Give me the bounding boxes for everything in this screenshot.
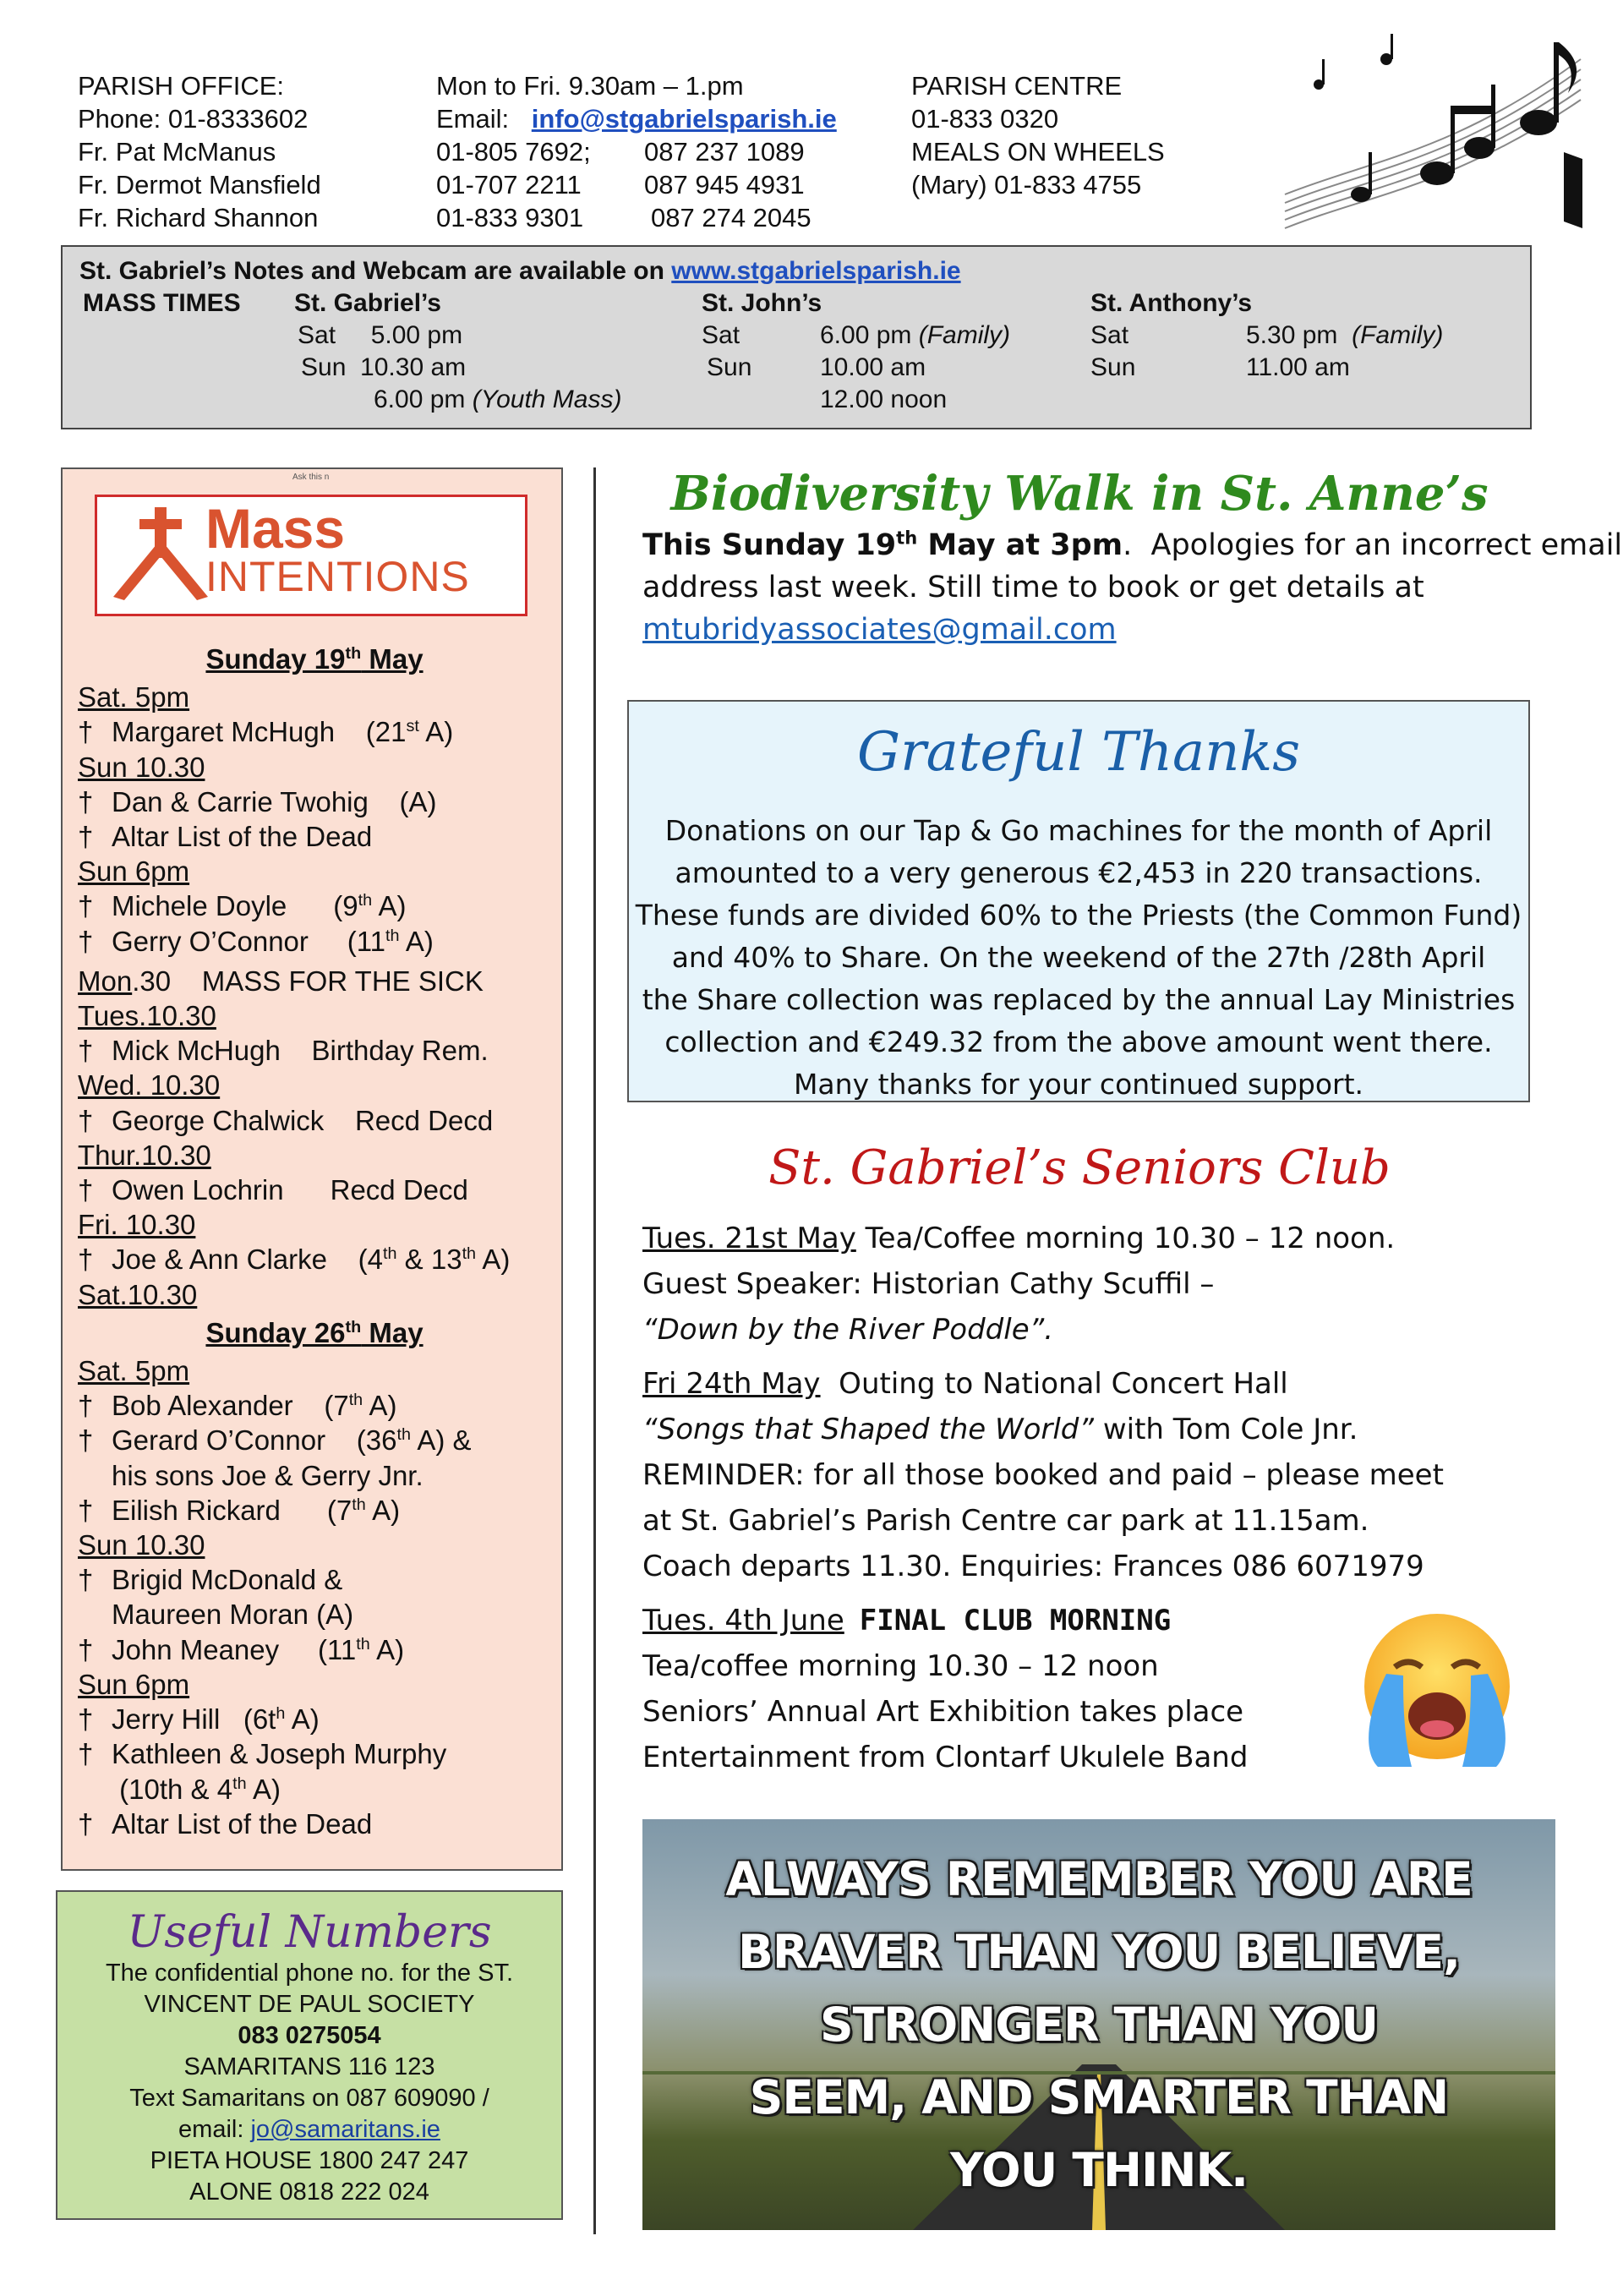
intention-item bbox=[78, 819, 551, 854]
cross-icon: † bbox=[78, 1390, 94, 1422]
seniors-date: Tues. 21st May bbox=[642, 1222, 856, 1255]
intention-suffix: A) bbox=[399, 925, 434, 957]
thanks-line: collection and €249.32 from the above amount went there. bbox=[664, 1025, 1493, 1058]
seniors-item-2 bbox=[642, 1361, 1444, 1407]
intention-continuation: his sons Joe & Gerry Jnr. bbox=[112, 1459, 424, 1491]
svp-phone: 083 0275054 bbox=[238, 2022, 381, 2049]
parish-centre-label: PARISH CENTRE bbox=[911, 71, 1123, 101]
service-time: Fri. 10.30 bbox=[78, 1209, 196, 1241]
biodiversity-email-link[interactable]: mtubridyassociates@gmail.com bbox=[642, 613, 1117, 647]
office-phone: Phone: 01-8333602 bbox=[78, 104, 309, 134]
priest-mobile: 087 274 2045 bbox=[651, 203, 812, 232]
service-time: Wed. 10.30 bbox=[78, 1069, 221, 1102]
quote-line: BRAVER THAN YOU BELIEVE, bbox=[737, 1925, 1461, 1979]
intention-name: George Chalwick Recd Decd bbox=[112, 1104, 494, 1136]
youth-mass-note: (Youth Mass) bbox=[472, 385, 622, 413]
service-time: Sun 6pm bbox=[78, 1668, 190, 1700]
biodiversity-time: May at 3pm bbox=[917, 528, 1123, 562]
intention-item bbox=[78, 1388, 551, 1423]
cross-icon: † bbox=[78, 785, 94, 817]
intention-name: Brigid McDonald & bbox=[112, 1564, 343, 1596]
samaritans-text: Text Samaritans on 087 609090 / bbox=[129, 2085, 489, 2112]
quote-text bbox=[642, 1843, 1555, 2206]
intention-item bbox=[78, 924, 551, 959]
parish-centre-block bbox=[911, 69, 1165, 201]
st-gabriels-youth-mass bbox=[374, 385, 621, 414]
intention-item bbox=[78, 1632, 551, 1667]
ordinal-suffix: st bbox=[406, 717, 419, 736]
seniors-text: at St. Gabriel’s Parish Centre car park at 11.15am. bbox=[642, 1504, 1369, 1538]
seniors-text: Seniors’ Annual Art Exhibition takes place bbox=[642, 1695, 1244, 1729]
seniors-text: Tea/coffee morning 10.30 – 12 noon bbox=[642, 1649, 1159, 1683]
cross-icon: † bbox=[78, 821, 94, 853]
intention-suffix: A) bbox=[369, 1633, 405, 1665]
intention-suffix: A) bbox=[363, 1390, 397, 1422]
st-johns-sun-day: Sun bbox=[707, 353, 752, 381]
cross-icon: † bbox=[78, 1174, 94, 1206]
samaritans-email-link[interactable]: jo@samaritans.ie bbox=[250, 2116, 440, 2143]
tiny-note: Ask this n bbox=[292, 473, 330, 482]
intention-name: Altar List of the Dead bbox=[112, 821, 373, 853]
seniors-club-body bbox=[642, 1216, 1444, 1780]
st-johns-noon-time: 12.00 noon bbox=[820, 385, 948, 413]
intention-name: Michele Doyle (9 bbox=[112, 890, 358, 922]
cross-icon: † bbox=[78, 1494, 94, 1526]
seniors-text: Tea/Coffee morning 10.30 – 12 noon. bbox=[855, 1222, 1396, 1255]
intention-suffix: A) bbox=[365, 1494, 401, 1526]
intention-name: John Meaney (11 bbox=[112, 1633, 357, 1665]
email-label: email: bbox=[178, 2116, 251, 2143]
priest-mobile: 087 945 4931 bbox=[644, 170, 805, 200]
priest-mobile: 087 237 1089 bbox=[644, 137, 805, 167]
thanks-line: and 40% to Share. On the weekend of the 27th /28th April bbox=[671, 941, 1486, 974]
parish-office-contacts bbox=[78, 69, 321, 234]
st-gabriels-sun: Sun 10.30 am bbox=[301, 353, 467, 381]
music-notes-icon bbox=[1268, 25, 1589, 237]
samaritans-email-row bbox=[57, 2114, 561, 2146]
office-email-row bbox=[436, 102, 837, 135]
mass-intentions-panel bbox=[61, 467, 563, 1871]
parish-website-link[interactable]: www.stgabrielsparish.ie bbox=[671, 257, 961, 285]
cross-icon: † bbox=[78, 1424, 94, 1457]
seniors-date: Fri 24th May bbox=[642, 1367, 821, 1401]
st-anthonys-sat-time bbox=[1246, 321, 1443, 350]
biodiversity-apology: . Apologies for an incorrect email bbox=[1123, 528, 1623, 562]
st-johns-heading: St. John’s bbox=[702, 289, 822, 317]
sunday-19-heading bbox=[78, 642, 551, 676]
grateful-thanks-body bbox=[629, 810, 1528, 1106]
intention-name: Gerry O’Connor (11 bbox=[112, 925, 385, 957]
mass-times-box bbox=[61, 245, 1532, 429]
intention-name: Altar List of the Dead bbox=[112, 1807, 373, 1840]
grateful-thanks-box bbox=[627, 700, 1530, 1102]
biodiversity-date-text: This Sunday 19 bbox=[642, 528, 897, 562]
meals-on-wheels-label: MEALS ON WHEELS bbox=[911, 137, 1165, 167]
ordinal-suffix: th bbox=[396, 1425, 411, 1445]
quote-line: ALWAYS REMEMBER YOU ARE bbox=[725, 1852, 1473, 1906]
final-club-morning: FINAL CLUB MORNING bbox=[859, 1604, 1172, 1637]
webcam-notice bbox=[79, 257, 961, 286]
cross-icon: † bbox=[78, 1807, 94, 1840]
service-time: Thur.10.30 bbox=[78, 1139, 211, 1171]
service-time: Sun 10.30 bbox=[78, 751, 205, 783]
st-johns-sat-day: Sat bbox=[702, 321, 740, 349]
seniors-concert-title: “Songs that Shaped the World” bbox=[642, 1413, 1095, 1446]
intention-name: Jerry Hill (6t bbox=[112, 1703, 276, 1736]
intention-item bbox=[78, 1173, 551, 1207]
intention-suffix: A) bbox=[285, 1703, 320, 1736]
ordinal-suffix: h bbox=[276, 1704, 286, 1724]
parish-centre-phone: 01-833 0320 bbox=[911, 104, 1059, 134]
sunday-26-heading bbox=[78, 1315, 551, 1350]
intention-suffix: A) bbox=[246, 1773, 281, 1805]
service-day: Mon bbox=[78, 965, 133, 997]
sunday-19-text: Sunday 19 bbox=[205, 643, 346, 675]
st-anthonys-sun-day: Sun bbox=[1090, 353, 1136, 381]
st-gabriels-sat: Sat 5.00 pm bbox=[298, 321, 463, 349]
intentions-list bbox=[78, 638, 551, 1841]
alone-phone: ALONE 0818 222 024 bbox=[189, 2178, 429, 2206]
samaritans-phone: SAMARITANS 116 123 bbox=[183, 2053, 435, 2080]
logo-intentions-text: INTENTIONS bbox=[205, 553, 470, 600]
ordinal-suffix: th bbox=[352, 1495, 366, 1514]
intention-item bbox=[78, 1807, 551, 1841]
st-anthonys-sun-time: 11.00 am bbox=[1246, 353, 1350, 381]
seniors-text: Outing to National Concert Hall bbox=[820, 1367, 1288, 1401]
mobile-numbers bbox=[644, 135, 812, 234]
biodiversity-title: Biodiversity Walk in St. Anne’s bbox=[670, 466, 1489, 522]
ordinal-suffix: th bbox=[356, 1634, 370, 1654]
thanks-line: These funds are divided 60% to the Priests (the Common Fund) bbox=[635, 899, 1522, 932]
inspirational-quote-image bbox=[642, 1819, 1555, 2230]
cross-icon: † bbox=[78, 1035, 94, 1067]
intention-name: Margaret McHugh (21 bbox=[112, 716, 407, 748]
thanks-line: the Share collection was replaced by the annual Lay Ministries bbox=[642, 983, 1516, 1016]
meals-on-wheels-phone: (Mary) 01-833 4755 bbox=[911, 170, 1142, 200]
biodiversity-line1 bbox=[642, 524, 1622, 566]
intention-suffix: A) bbox=[372, 890, 407, 922]
seniors-text: REMINDER: for all those booked and paid – please meet bbox=[642, 1458, 1444, 1492]
intention-suffix: A) bbox=[418, 716, 454, 748]
priest-name: Fr. Dermot Mansfield bbox=[78, 170, 321, 200]
ordinal-suffix: th bbox=[345, 644, 362, 663]
st-johns-sat-time-value: 6.00 pm bbox=[820, 321, 919, 349]
seniors-text: Entertainment from Clontarf Ukulele Band bbox=[642, 1741, 1249, 1774]
thanks-line: Many thanks for your continued support. bbox=[793, 1068, 1364, 1101]
ordinal-suffix: th bbox=[345, 1317, 362, 1337]
webcam-notice-text: St. Gabriel’s Notes and Webcam are available on bbox=[79, 257, 672, 285]
st-anthonys-sat-time-value: 5.30 pm bbox=[1246, 321, 1352, 349]
st-johns-sun-time: 10.00 am bbox=[820, 353, 926, 381]
quote-line: SEEM, AND SMARTER THAN bbox=[749, 2070, 1449, 2124]
st-johns-family-note: (Family) bbox=[918, 321, 1011, 349]
service-time: Sat.10.30 bbox=[78, 1278, 198, 1310]
st-johns-sat-time bbox=[820, 321, 1010, 350]
priest-name: Fr. Pat McManus bbox=[78, 137, 276, 167]
intention-item bbox=[78, 1702, 551, 1736]
seniors-date: Tues. 4th June bbox=[642, 1604, 844, 1637]
cross-icon: † bbox=[78, 1244, 94, 1276]
mass-for-sick bbox=[78, 964, 551, 998]
st-anthonys-sat-day: Sat bbox=[1090, 321, 1129, 349]
st-anthonys-family-note: (Family) bbox=[1352, 321, 1444, 349]
intention-name: Joe & Ann Clarke (4 bbox=[112, 1244, 383, 1276]
mass-times-label: MASS TIMES bbox=[83, 289, 241, 317]
intention-continuation bbox=[78, 1772, 551, 1807]
mass-for-sick-text: .30 MASS FOR THE SICK bbox=[132, 965, 484, 997]
priest-phone: 01-707 2211 bbox=[436, 170, 582, 200]
intention-item bbox=[78, 1736, 551, 1771]
seniors-concert-line bbox=[642, 1407, 1444, 1452]
cross-icon: † bbox=[78, 925, 94, 957]
seniors-text: Guest Speaker: Historian Cathy Scuffil – bbox=[642, 1267, 1215, 1301]
useful-numbers-panel bbox=[56, 1890, 563, 2220]
intention-name: Bob Alexander (7 bbox=[112, 1390, 349, 1422]
intention-item bbox=[78, 1033, 551, 1068]
cross-icon: † bbox=[78, 1564, 94, 1596]
email-label: Email: bbox=[436, 104, 510, 134]
intention-name: Eilish Rickard (7 bbox=[112, 1494, 352, 1526]
office-hours: Mon to Fri. 9.30am – 1.pm bbox=[436, 71, 744, 101]
youth-mass-time: 6.00 pm bbox=[374, 385, 473, 413]
priest-phone: 01-833 9301 bbox=[436, 203, 584, 232]
cross-icon: † bbox=[78, 1633, 94, 1665]
office-email-link[interactable]: info@stgabrielsparish.ie bbox=[531, 104, 837, 134]
intention-item bbox=[78, 1562, 551, 1597]
service-time: Sun 10.30 bbox=[78, 1529, 205, 1561]
logo-mass-text: Mass bbox=[205, 497, 346, 560]
seniors-text: with Tom Cole Jnr. bbox=[1094, 1413, 1358, 1446]
service-time: Sun 6pm bbox=[78, 856, 190, 888]
pieta-house: PIETA HOUSE 1800 247 247 bbox=[150, 2147, 469, 2174]
priest-name: Fr. Richard Shannon bbox=[78, 203, 319, 232]
service-time: Sat. 5pm bbox=[78, 1355, 190, 1387]
cross-icon: † bbox=[78, 1703, 94, 1736]
mass-intentions-logo bbox=[95, 495, 527, 616]
seniors-talk-title: “Down by the River Poddle”. bbox=[642, 1313, 1054, 1347]
biodiversity-body bbox=[642, 524, 1622, 651]
st-gabriels-heading: St. Gabriel’s bbox=[294, 289, 441, 317]
intention-item bbox=[78, 1103, 551, 1138]
intention-item bbox=[78, 714, 551, 749]
cross-icon: † bbox=[78, 1738, 94, 1770]
intention-name: Kathleen & Joseph Murphy bbox=[112, 1738, 447, 1770]
ordinal-suffix: th bbox=[348, 1391, 363, 1410]
grateful-thanks-title: Grateful Thanks bbox=[856, 721, 1301, 784]
sunday-19-month: May bbox=[361, 643, 424, 675]
st-anthonys-heading: St. Anthony’s bbox=[1090, 289, 1253, 317]
cross-icon: † bbox=[78, 716, 94, 748]
intention-item bbox=[78, 1493, 551, 1528]
intention-item bbox=[78, 1423, 551, 1457]
seniors-club-title: St. Gabriel’s Seniors Club bbox=[768, 1140, 1391, 1195]
intention-name: Mick McHugh Birthday Rem. bbox=[112, 1035, 489, 1067]
quote-line: YOU THINK. bbox=[950, 2143, 1248, 2197]
seniors-item-1 bbox=[642, 1216, 1444, 1261]
intention-item bbox=[78, 1242, 551, 1276]
thanks-line: amounted to a very generous €2,453 in 220 transactions. bbox=[675, 856, 1483, 889]
ordinal-suffix: th bbox=[232, 1774, 247, 1793]
intention-item bbox=[78, 888, 551, 923]
sunday-26-text: Sunday 26 bbox=[205, 1316, 346, 1348]
intention-name: Gerard O’Connor (36 bbox=[112, 1424, 397, 1457]
intention-name: Owen Lochrin Recd Decd bbox=[112, 1174, 468, 1206]
church-cross-icon bbox=[109, 506, 219, 607]
cross-icon: † bbox=[78, 1104, 94, 1136]
biodiversity-date bbox=[642, 528, 1123, 562]
sunday-26-month: May bbox=[361, 1316, 424, 1348]
quote-line: STRONGER THAN YOU bbox=[819, 1998, 1379, 2052]
intention-suffix: A) & bbox=[410, 1424, 472, 1457]
biodiversity-line2: address last week. Still time to book or get details at bbox=[642, 571, 1424, 604]
ordinal-suffix: th bbox=[358, 891, 373, 910]
svp-line: The confidential phone no. for the ST. bbox=[105, 1960, 514, 1987]
column-divider bbox=[593, 467, 596, 2234]
intention-ages: (10th & 4 bbox=[112, 1773, 233, 1805]
ordinal-suffix: th bbox=[383, 1244, 397, 1264]
service-time: Sat. 5pm bbox=[78, 681, 190, 713]
intention-item bbox=[78, 784, 551, 819]
intention-name: Dan & Carrie Twohig (A) bbox=[112, 785, 437, 817]
useful-numbers-title: Useful Numbers bbox=[127, 1907, 492, 1958]
seniors-item-3 bbox=[642, 1598, 1444, 1643]
intention-suffix: A) bbox=[476, 1244, 511, 1276]
priest-phone: 01-805 7692; bbox=[436, 137, 591, 167]
intention-continuation: Maureen Moran (A) bbox=[112, 1599, 354, 1631]
intention-mid: & 13 bbox=[396, 1244, 462, 1276]
ordinal-suffix: th bbox=[462, 1244, 477, 1264]
seniors-text: Coach departs 11.30. Enquiries: Frances 086 6071979 bbox=[642, 1550, 1424, 1583]
thanks-line: Donations on our Tap & Go machines for the month of April bbox=[664, 814, 1493, 847]
cross-icon: † bbox=[78, 890, 94, 922]
crying-face-icon bbox=[1352, 1606, 1522, 1775]
ordinal-suffix: th bbox=[896, 528, 918, 549]
svp-name: VINCENT DE PAUL SOCIETY bbox=[144, 1991, 475, 2018]
service-time: Tues.10.30 bbox=[78, 1000, 216, 1032]
parish-office-label: PARISH OFFICE: bbox=[78, 71, 285, 101]
ordinal-suffix: th bbox=[385, 926, 400, 945]
